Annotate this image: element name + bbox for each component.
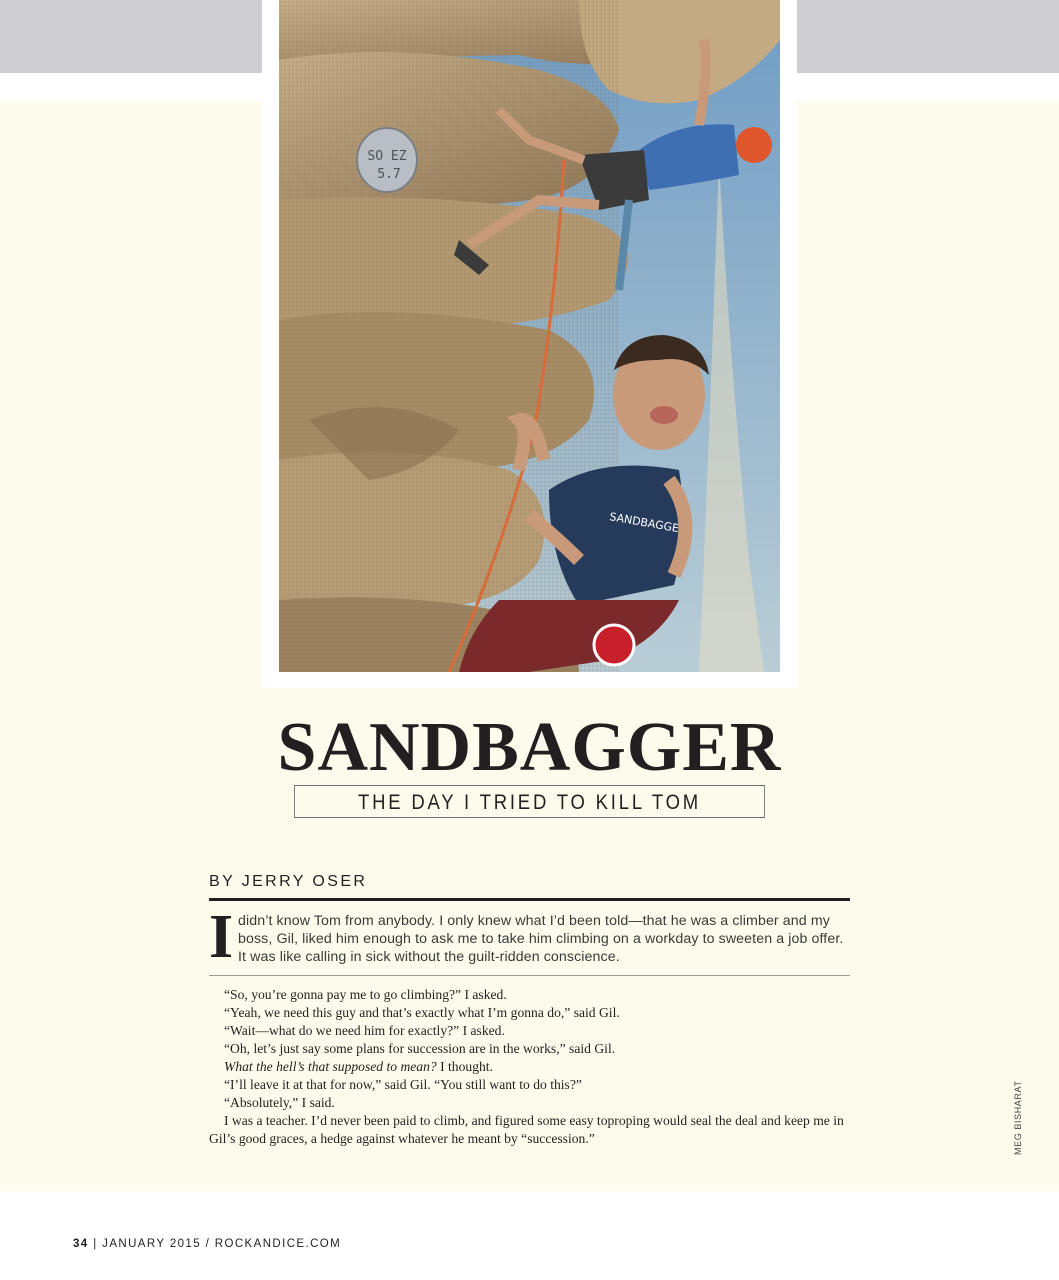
photo-credit: MEG BISHARAT xyxy=(1013,1080,1023,1155)
lede-paragraph: didn’t know Tom from anybody. I only knew what I’d been told—that he was a climber and my boss, Gil, liked him enough to ask me to take him climbing on a workday to sweeten a job offer. It was like calling in sick without the guilt-ridden conscience. xyxy=(238,913,844,966)
shirt-text: SANDBAGGER xyxy=(608,510,688,537)
page-number: 34 xyxy=(73,1238,89,1250)
lede-rule xyxy=(209,975,850,976)
byline: BY JERRY OSER xyxy=(209,873,368,890)
illustration-photo xyxy=(279,0,780,672)
top-gray-band-right xyxy=(797,0,1059,73)
article-subtitle: THE DAY I TRIED TO KILL TOM xyxy=(294,785,765,818)
paragraph-italic xyxy=(209,1058,854,1076)
paragraph: I was a teacher. I’d never been paid to climb, and figured some easy toproping would seal the deal and keep me in Gil’s good graces, a hedge against whatever he meant by “succession.” xyxy=(209,1113,844,1146)
paragraph: “Yeah, we need this guy and that’s exactly what I’m gonna do,” said Gil. xyxy=(224,1005,620,1020)
paragraph: “Wait—what do we need him for exactly?” I asked. xyxy=(224,1023,505,1038)
footer-issue: | JANUARY 2015 / ROCKANDICE.COM xyxy=(88,1238,342,1250)
top-gray-band-left xyxy=(0,0,262,73)
route-grade-tag xyxy=(357,128,417,192)
body-text xyxy=(209,986,854,1148)
paragraph: “Absolutely,” I said. xyxy=(224,1095,335,1110)
byline-rule xyxy=(209,898,850,901)
tag-text-line-2: 5.7 xyxy=(377,167,401,182)
tag-text-line-1: SO EZ xyxy=(367,149,407,164)
paragraph: “I’ll leave it at that for now,” said Gil. “You still want to do this?” xyxy=(224,1077,582,1092)
page-footer xyxy=(73,1238,341,1250)
paragraph: “Oh, let’s just say some plans for succession are in the works,” said Gil. xyxy=(224,1041,616,1056)
drop-cap: I xyxy=(209,903,234,971)
sandbag-climbing-illustration xyxy=(279,0,780,672)
italic-thought-tail: I thought. xyxy=(436,1059,493,1074)
article-title: SANDBAGGER xyxy=(277,709,782,786)
paragraph: “So, you’re gonna pay me to go climbing?” I asked. xyxy=(224,987,507,1002)
spartan-badge-icon xyxy=(594,625,634,665)
italic-thought: What the hell’s that supposed to mean? xyxy=(224,1059,437,1074)
